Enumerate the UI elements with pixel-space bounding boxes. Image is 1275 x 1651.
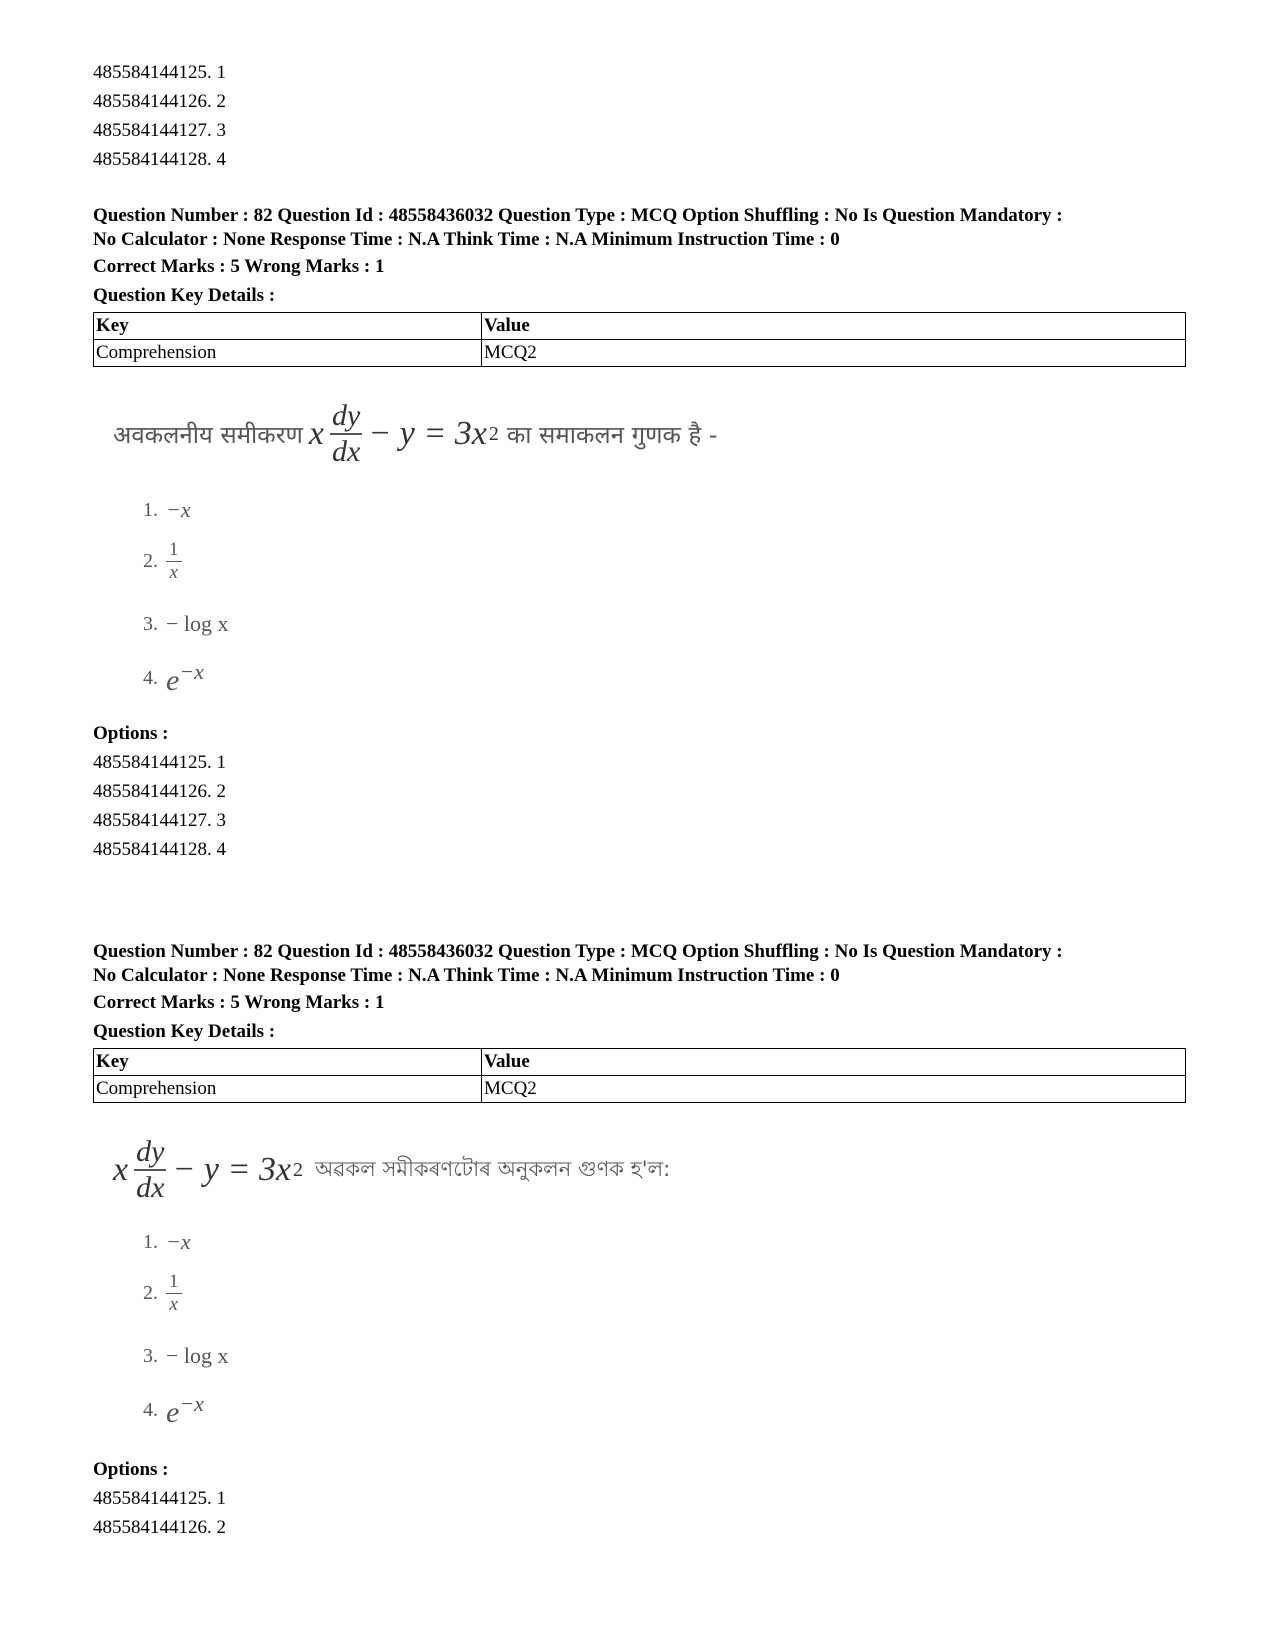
option-item: 485584144126. 2 xyxy=(93,781,226,802)
equation xyxy=(303,399,499,469)
table-header-key: Key xyxy=(94,1049,482,1076)
table-header-row xyxy=(94,313,1186,340)
stem-suffix: অৱকল সমীকৰণটোৰ অনুকলন গুণক হ'ল: xyxy=(315,1156,671,1181)
option-item: 485584144125. 1 xyxy=(93,752,226,773)
eq-exponent: 2 xyxy=(293,1158,303,1181)
eq-rhs: − y = 3x xyxy=(172,1151,291,1188)
eq-numerator: dy xyxy=(330,399,362,435)
key-details-table xyxy=(93,312,1186,367)
choice-fraction-bottom: x xyxy=(169,1294,178,1315)
key-details-table xyxy=(93,1048,1186,1103)
table-header-row xyxy=(94,1049,1186,1076)
choice-value: − log x xyxy=(166,611,229,636)
table-row xyxy=(94,340,1186,367)
eq-exponent: 2 xyxy=(488,422,499,445)
eq-numerator: dy xyxy=(134,1135,166,1171)
option-item: 485584144127. 3 xyxy=(93,810,226,831)
choice-fraction xyxy=(166,539,182,584)
options-list xyxy=(93,1484,1183,1542)
option-item: 485584144126. 2 xyxy=(93,91,226,112)
choice-number: 1. xyxy=(143,1230,158,1253)
key-details-label: Question Key Details : xyxy=(93,1021,276,1042)
exp-power: −x xyxy=(179,1391,204,1416)
question-image xyxy=(93,1125,1183,1455)
choice-4 xyxy=(143,1391,204,1430)
table-cell-value: MCQ2 xyxy=(482,340,1186,367)
choice-number: 4. xyxy=(143,667,158,689)
question-header-line-2: No Calculator : None Response Time : N.A Think Time : N.A Minimum Instruction Time : 0 xyxy=(93,229,840,250)
choice-number: 2. xyxy=(143,1282,158,1304)
table-header-key: Key xyxy=(94,313,482,340)
table-row xyxy=(94,1076,1186,1103)
choice-3 xyxy=(143,1343,229,1369)
choice-exponential xyxy=(166,659,204,698)
choice-number: 3. xyxy=(143,1344,158,1367)
option-item: 485584144128. 4 xyxy=(93,149,226,170)
options-list xyxy=(93,748,1183,864)
stem-suffix: का समाकलन गुणक है - xyxy=(506,420,718,449)
option-item: 485584144128. 4 xyxy=(93,839,226,860)
choice-value: −x xyxy=(166,497,191,522)
choice-fraction-bottom: x xyxy=(169,562,178,583)
choice-number: 2. xyxy=(143,550,158,572)
choice-value: − log x xyxy=(166,1343,229,1368)
choice-fraction-top: 1 xyxy=(166,1271,182,1294)
choice-value: −x xyxy=(166,1229,191,1254)
question-block-hindi xyxy=(93,204,1183,864)
eq-x: x xyxy=(308,415,324,452)
table-header-value: Value xyxy=(482,1049,1186,1076)
choice-1 xyxy=(143,497,191,523)
eq-denominator: dx xyxy=(331,435,361,468)
question-stem xyxy=(113,389,718,479)
choice-fraction xyxy=(166,1271,182,1316)
table-cell-value: MCQ2 xyxy=(482,1076,1186,1103)
marks-line: Correct Marks : 5 Wrong Marks : 1 xyxy=(93,992,385,1013)
choice-1 xyxy=(143,1229,191,1255)
choice-fraction-top: 1 xyxy=(166,539,182,562)
choice-number: 1. xyxy=(143,498,158,521)
stem-prefix: अवकलनीय समीकरण xyxy=(113,420,303,449)
exp-base: e xyxy=(166,1396,180,1429)
question-stem xyxy=(113,1125,670,1215)
options-label: Options : xyxy=(93,1459,169,1480)
exp-power: −x xyxy=(179,659,204,684)
table-header-value: Value xyxy=(482,313,1186,340)
choice-number: 3. xyxy=(143,612,158,635)
choice-number: 4. xyxy=(143,1399,158,1421)
eq-rhs: − y = 3x xyxy=(368,415,487,452)
question-header-line-1: Question Number : 82 Question Id : 48558436032 Question Type : MCQ Option Shuffling : No Is Question Mandatory : xyxy=(93,205,1063,226)
key-details-label: Question Key Details : xyxy=(93,285,276,306)
question-image xyxy=(93,389,1183,719)
exp-base: e xyxy=(166,664,180,697)
choice-2 xyxy=(143,539,182,584)
question-header-line-2: No Calculator : None Response Time : N.A Think Time : N.A Minimum Instruction Time : 0 xyxy=(93,965,840,986)
choice-2 xyxy=(143,1271,182,1316)
eq-fraction xyxy=(134,1135,166,1205)
question-header-line-1: Question Number : 82 Question Id : 48558436032 Question Type : MCQ Option Shuffling : No Is Question Mandatory : xyxy=(93,941,1063,962)
question-header xyxy=(93,204,1183,252)
marks-line: Correct Marks : 5 Wrong Marks : 1 xyxy=(93,256,385,277)
table-cell-key: Comprehension xyxy=(94,340,482,367)
eq-x: x xyxy=(113,1151,129,1188)
equation xyxy=(113,1135,303,1205)
choice-3 xyxy=(143,611,229,637)
choice-4 xyxy=(143,659,204,698)
choice-exponential xyxy=(166,1391,204,1430)
option-item: 485584144126. 2 xyxy=(93,1517,226,1538)
top-options-list xyxy=(93,58,1183,174)
option-item: 485584144125. 1 xyxy=(93,62,226,83)
eq-fraction xyxy=(330,399,362,469)
option-item: 485584144125. 1 xyxy=(93,1488,226,1509)
table-cell-key: Comprehension xyxy=(94,1076,482,1103)
eq-denominator: dx xyxy=(136,1171,165,1204)
question-block-assamese xyxy=(93,940,1183,1542)
option-item: 485584144127. 3 xyxy=(93,120,226,141)
options-label: Options : xyxy=(93,723,169,744)
question-header xyxy=(93,940,1183,988)
